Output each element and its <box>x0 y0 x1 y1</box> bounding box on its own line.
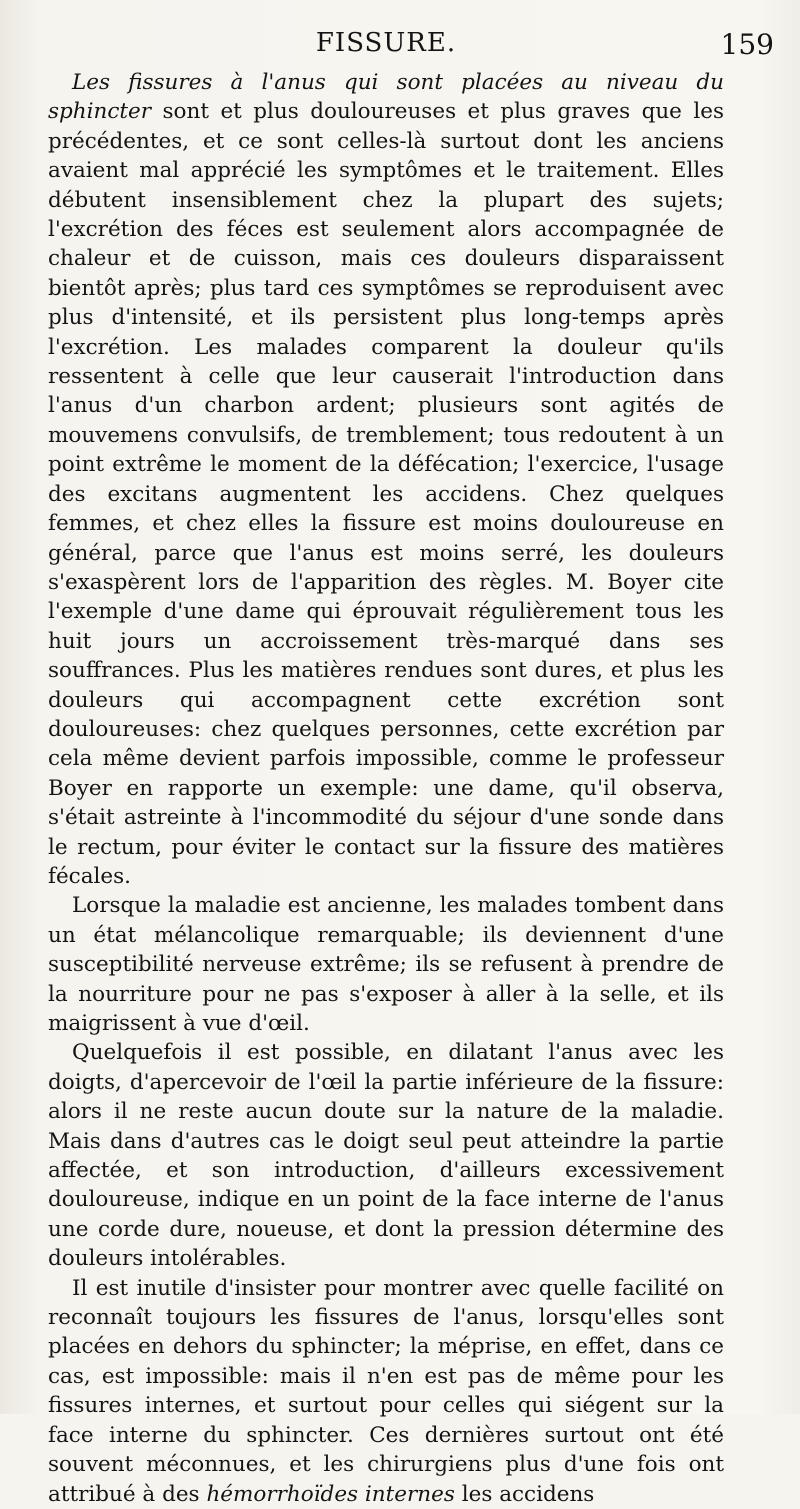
paragraph-4 <box>48 1274 724 1509</box>
paragraph-1 <box>48 68 724 891</box>
italic-lead: Les fissures à l'anus qui sont placées au niveau du sphincter <box>48 70 724 125</box>
paragraph-4-text-after: les accidens <box>454 1481 595 1507</box>
page-number: 159 <box>720 28 774 61</box>
paragraph-2: Lorsque la maladie est ancienne, les malades tombent dans un état mélancolique remarquable; ils deviennent d'une susceptibilité nerveuse extrême; ils se refusent à prendre de la nourriture pour ne pas s'exposer à aller à la selle, et ils maigrissent à vue d'œil. <box>48 893 724 1036</box>
paragraph-1-text: sont et plus douloureuses et plus graves que les précédentes, et ce sont celles-là surtout dont les anciens avaient mal apprécié les symptômes et le traitement. Elles débutent insensiblement chez la plupart des sujets; l'excrétion des féces est seulement alors accompagnée de chaleur et de cuisson, mais ces douleurs disparaissent bientôt après; plus tard ces symptômes se reproduisent avec plus d'intensité, et ils persistent plus long-temps après l'excrétion. Les malades comparent la douleur qu'ils ressentent à celle que leur causerait l'introduction dans l'anus d'un charbon ardent; plusieurs sont agités de mouvemens convulsifs, de tremblement; tous redoutent à un point extrême le moment de la défécation; l'exercice, l'usage des excitans augmentent les accidens. Chez quelques femmes, et chez elles la fissure est moins douloureuse en général, parce que l'anus est moins serré, les douleurs s'exaspèrent lors de l'apparition des règles. M. Boyer cite l'exemple d'une dame qui éprouvait régulièrement tous les huit jours un accroissement très-marqué dans ses souffrances. Plus les matières rendues sont dures, et plus les douleurs qui accompagnent cette excrétion sont douloureuses: chez quelques personnes, cette excrétion par cela même devient parfois impossible, comme le professeur Boyer en rapporte un exemple: une dame, qu'il observa, s'était astreinte à l'incommodité du séjour d'une sonde dans le rectum, pour éviter le contact sur la fissure des matières fécales. <box>48 99 724 889</box>
page-header <box>48 22 774 68</box>
running-title: FISSURE. <box>315 28 457 58</box>
italic-term: hémorrhoïdes internes <box>206 1481 455 1507</box>
paragraph-4-text-before: Il est inutile d'insister pour montrer avec quelle facilité on reconnaît toujours les fissures de l'anus, lorsqu'elles sont placées en dehors du sphincter; la méprise, en effet, dans ce cas, est impossible: mais il n'en est pas de même pour les fissures internes, et surtout pour celles qui siégent sur la face interne du sphincter. Ces dernières surtout ont été souvent méconnues, et les chirurgiens plus d'une fois ont attribué à des <box>48 1275 724 1507</box>
paragraph-3: Quelquefois il est possible, en dilatant l'anus avec les doigts, d'apercevoir de l'œil la partie inférieure de la fissure: alors il ne reste aucun doute sur la nature de la maladie. Mais dans d'autres cas le doigt seul peut atteindre la partie affectée, et son introduction, d'ailleurs excessivement douloureuse, indique en un point de la face interne de l'anus une corde dure, noueuse, et dont la pression détermine des douleurs intolérables. <box>48 1040 724 1272</box>
body-text <box>48 68 724 1509</box>
